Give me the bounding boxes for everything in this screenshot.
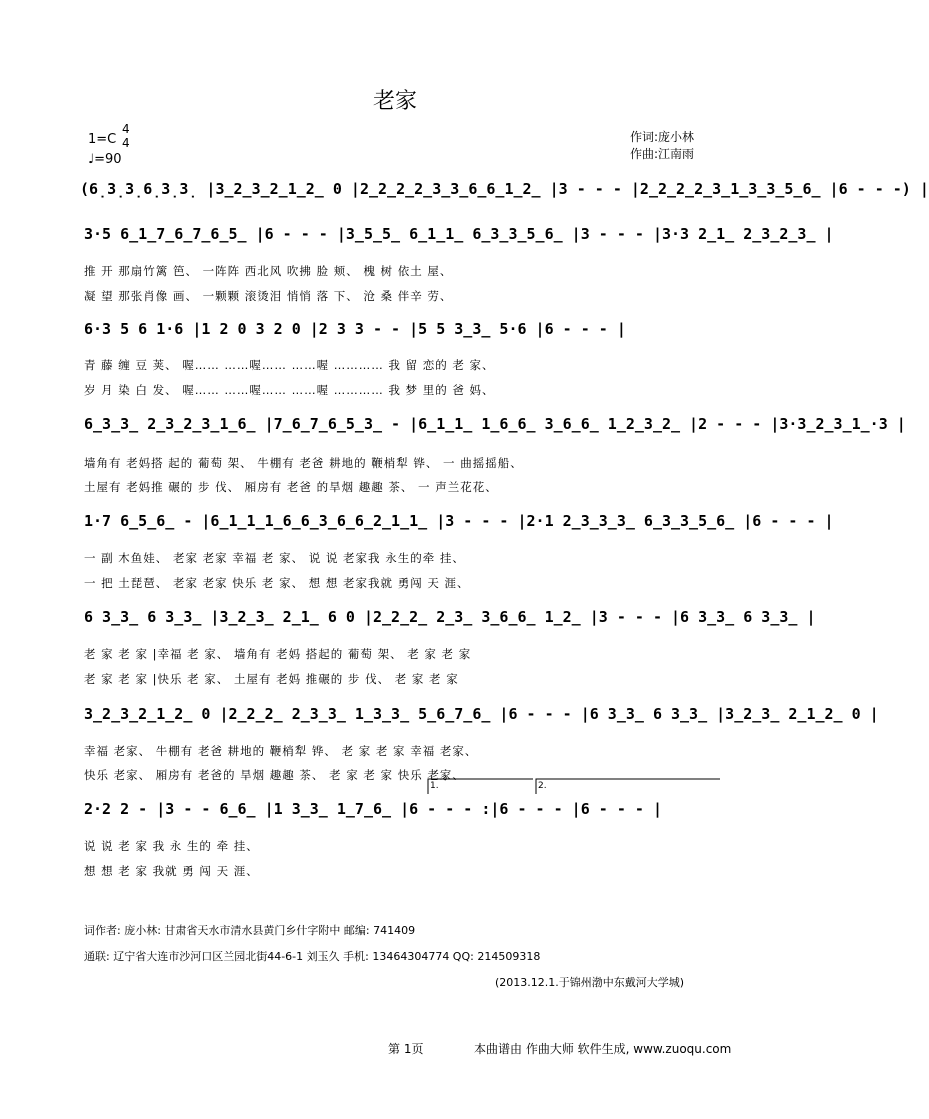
lyric-line-4a: 墙角有 老妈搭 起的 葡萄 架、 牛棚有 老爸 耕地的 鞭梢犁 铧、 一 曲摇摇船、 (84, 456, 523, 470)
lyric-line-3a: 青 藤 缠 豆 荚、 喔…… ……喔…… ……喔 ………… 我 留 恋的 老 家、 (84, 358, 495, 372)
lyric-line-2a: 推 开 那扇竹篱 笆、 一阵阵 西北风 吹拂 脸 颊、 槐 树 依土 屋、 (84, 264, 453, 278)
page-number: 第 1页 (388, 1042, 424, 1056)
volta-1: 1. (430, 781, 439, 791)
time-signature-bottom: 4 (122, 136, 130, 150)
quarter-note-icon: ♩ (88, 152, 95, 167)
score-line-5: 1·7 6̲5̲6̲ - |6̲1̲1̲1̲6̲6̲3̲6̲6̲2̲1̲1̲ |3 - - - |2·1 2̲3̲3̲3̲ 6̲3̲3̲5̲6̲ |6 - - - | (84, 512, 834, 530)
lyricist-credit: 作词:庞小林 (630, 130, 695, 144)
author-address: 词作者: 庞小林: 甘肃省天水市清水县黄门乡什字附中 邮编: 741409 (84, 924, 416, 937)
score-line-1: (6̣3̣3̣6̣3̣3̣ |3̲2̲3̲2̲1̲2̲ 0 |2̲2̲2̲2̲3̲3̲6̲6̲1̲2̲ |3 - - - |2̲2̲2̲2̲3̲1̲3̲3̲5̲6̲ |6 - - -) | (80, 180, 929, 198)
score-line-8: 2·2 2 - |3 - - 6̲6̲ |1 3̲3̲ 1̲7̲6̲ |6 - - - :|6 - - - |6 - - - | (84, 800, 662, 818)
lyric-line-8a: 说 说 老 家 我 永 生的 牵 挂、 (84, 839, 259, 853)
lyric-line-7a: 幸福 老家、 牛棚有 老爸 耕地的 鞭梢犁 铧、 老 家 老 家 幸福 老家、 (84, 744, 478, 758)
lyric-line-6a: 老 家 老 家 |幸福 老 家、 墙角有 老妈 搭起的 葡萄 架、 老 家 老 家 (84, 647, 472, 661)
lyric-line-7b: 快乐 老家、 厢房有 老爸的 旱烟 趣趣 茶、 老 家 老 家 快乐 老家、 (84, 768, 465, 782)
composer-credit: 作曲:江南雨 (630, 147, 695, 161)
time-signature-top: 4 (122, 122, 130, 136)
lyric-line-5a: 一 副 木鱼娃、 老家 老家 幸福 老 家、 说 说 老家我 永生的牵 挂、 (84, 551, 465, 565)
score-line-2: 3·5 6̲1̲7̲6̲7̲6̲5̲ |6 - - - |3̲5̲5̲ 6̲1̲1̲ 6̲3̲3̲5̲6̲ |3 - - - |3·3 2̲1̲ 2̲3̲2̲3̲ | (84, 225, 834, 243)
score-line-3: 6·3 5 6 1·6 |1 2 0 3 2 0 |2 3 3 - - |5 5 3̲3̲ 5·6 |6 - - - | (84, 320, 626, 338)
page-title: 老家 (372, 89, 417, 114)
lyric-line-8b: 想 想 老 家 我就 勇 闯 天 涯、 (84, 864, 259, 878)
lyric-line-5b: 一 把 土琵琶、 老家 老家 快乐 老 家、 想 想 老家我就 勇闯 天 涯、 (84, 576, 470, 590)
generator-credit: 本曲谱由 作曲大师 软件生成, www.zuoqu.com (474, 1042, 732, 1056)
lyric-line-2b: 凝 望 那张肖像 画、 一颗颗 滚烫泪 悄悄 落 下、 沧 桑 伴辛 劳、 (84, 289, 453, 303)
score-line-7: 3̲2̲3̲2̲1̲2̲ 0 |2̲2̲2̲ 2̲3̲3̲ 1̲3̲3̲ 5̲6̲7̲6̲ |6 - - - |6 3̲3̲ 6 3̲3̲ |3̲2̲3̲ 2̲1̲2̲ 0 | (84, 705, 879, 723)
tempo-value: =90 (94, 152, 122, 167)
lyric-line-3b: 岁 月 染 白 发、 喔…… ……喔…… ……喔 ………… 我 梦 里的 爸 妈、 (84, 383, 495, 397)
date-note: (2013.12.1.于锦州渤中东戴河大学城) (495, 976, 685, 989)
score-line-4: 6̲3̲3̲ 2̲3̲2̲3̲1̲6̲ |7̲6̲7̲6̲5̲3̲ - |6̲1̲1̲ 1̲6̲6̲ 3̲6̲6̲ 1̲2̲3̲2̲ |2 - - - |3·3̲2̲3̲1̲·3 | (84, 415, 906, 433)
lyric-line-4b: 土屋有 老妈推 碾的 步 伐、 厢房有 老爸 的旱烟 趣趣 茶、 一 声兰花花、 (84, 480, 498, 494)
lyric-line-6b: 老 家 老 家 |快乐 老 家、 土屋有 老妈 推碾的 步 伐、 老 家 老 家 (84, 672, 459, 686)
key-signature: 1=C (88, 132, 117, 147)
volta-2: 2. (538, 781, 547, 791)
score-line-6: 6 3̲3̲ 6 3̲3̲ |3̲2̲3̲ 2̲1̲ 6 0 |2̲2̲2̲ 2̲3̲ 3̲6̲6̲ 1̲2̲ |3 - - - |6 3̲3̲ 6 3̲3̲ | (84, 608, 816, 626)
contact-info: 通联: 辽宁省大连市沙河口区兰园北街44-6-1 刘玉久 手机: 13464304774 QQ: 214509318 (84, 950, 541, 963)
